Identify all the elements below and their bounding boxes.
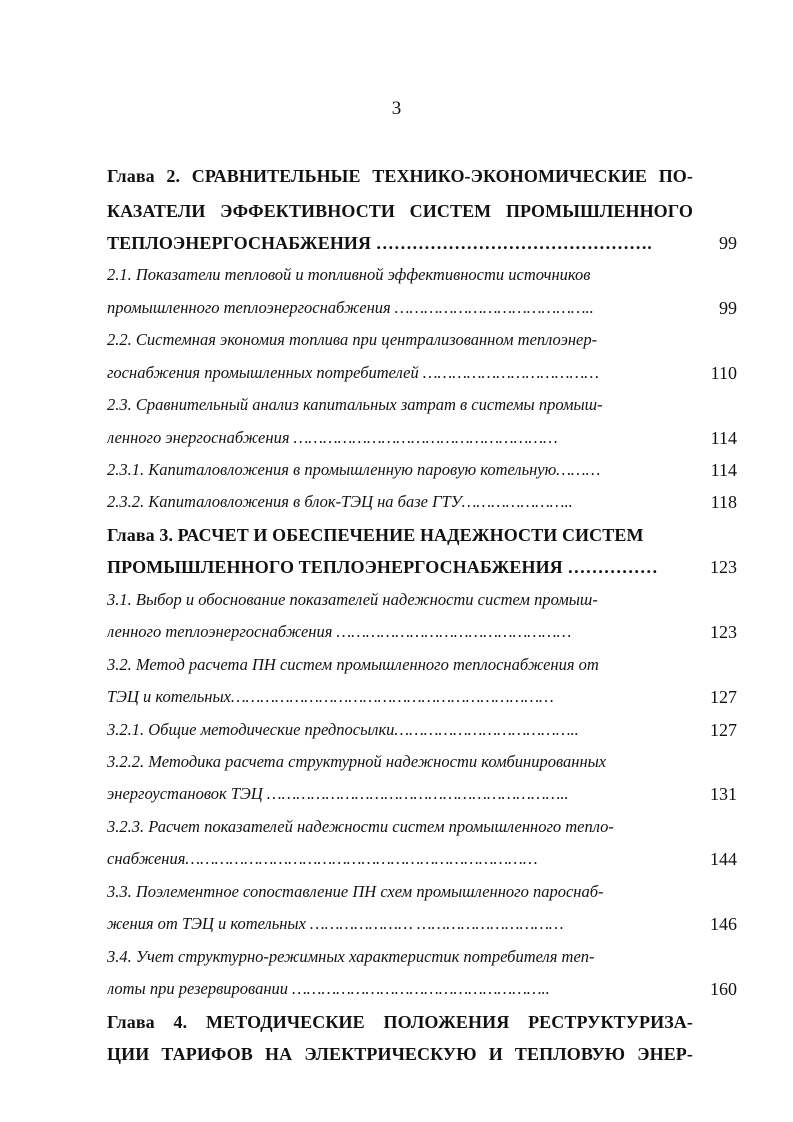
toc-page-number: 110	[710, 363, 737, 383]
toc-chapter-line	[0, 1038, 793, 1070]
toc-section-line	[0, 584, 793, 616]
toc-section-line	[0, 292, 793, 324]
toc-line-text: Глава 4. МЕТОДИЧЕСКИЕ ПОЛОЖЕНИЯ РЕСТРУКТУРИЗА-	[107, 1012, 693, 1032]
toc-line-text: Глава 2. СРАВНИТЕЛЬНЫЕ ТЕХНИКО-ЭКОНОМИЧЕСКИЕ ПО-	[107, 166, 693, 186]
toc-line-text: 2.1. Показатели тепловой и топливной эффективности источников	[107, 265, 591, 284]
toc-page-number: 127	[710, 687, 737, 707]
toc-section-line	[0, 389, 793, 421]
toc-page-number: 144	[710, 849, 737, 869]
toc-line-text: 3.2.1. Общие методические предпосылки………………………………..	[107, 720, 579, 739]
toc-page-number: 131	[710, 784, 737, 804]
toc-page-number: 114	[710, 460, 737, 480]
toc-line-text: энергоустановок ТЭЦ ……………………………………………………..	[107, 784, 569, 803]
toc-page-number: 99	[719, 298, 737, 318]
toc-section-line	[0, 454, 793, 486]
toc-line-text: 2.3.1. Капиталовложения в промышленную паровую котельную………	[107, 460, 601, 479]
toc-line-text: ТЕПЛОЭНЕРГОСНАБЖЕНИЯ ……………………………………….	[107, 233, 652, 253]
toc-chapter-line	[0, 227, 793, 259]
toc-line-text: ТЭЦ и котельных…………………………………………………………	[107, 687, 554, 706]
toc-chapter-line	[0, 1006, 793, 1038]
toc-line-text: снабжения………………………………………………………………	[107, 849, 538, 868]
toc-line-text: 3.2. Метод расчета ПН систем промышленного теплоснабжения от	[107, 655, 599, 674]
toc-page-number: 160	[710, 979, 737, 999]
toc-page-number: 123	[710, 557, 737, 577]
toc-section-line	[0, 778, 793, 810]
toc-line-text: ленного энергоснабжения ………………………………………………	[107, 428, 558, 447]
toc-line-text: ленного теплоэнергоснабжения …………………………………………	[107, 622, 572, 641]
toc-line-text: жения от ТЭЦ и котельных ………………… …………………………	[107, 914, 564, 933]
toc-line-text: 3.2.3. Расчет показателей надежности систем промышленного тепло-	[107, 817, 614, 836]
toc-line-text: ПРОМЫШЛЕННОГО ТЕПЛОЭНЕРГОСНАБЖЕНИЯ ……………	[107, 557, 658, 577]
toc-section-line	[0, 259, 793, 291]
toc-line-text: госнабжения промышленных потребителей ………………………………	[107, 363, 599, 382]
toc-section-line	[0, 941, 793, 973]
toc-page-number: 127	[710, 720, 737, 740]
toc-section-line	[0, 973, 793, 1005]
toc-chapter-line	[0, 519, 793, 551]
toc-line-text: Глава 3. РАСЧЕТ И ОБЕСПЕЧЕНИЕ НАДЕЖНОСТИ СИСТЕМ	[107, 525, 644, 545]
toc-section-line	[0, 486, 793, 518]
toc-chapter-line	[0, 160, 793, 192]
toc-chapter-line	[0, 195, 793, 227]
toc-section-line	[0, 908, 793, 940]
toc-line-text: 3.3. Поэлементное сопоставление ПН схем промышленного пароснаб-	[107, 882, 604, 901]
toc-section-line	[0, 746, 793, 778]
toc-section-line	[0, 681, 793, 713]
toc-section-line	[0, 649, 793, 681]
toc-line-text: 3.1. Выбор и обоснование показателей надежности систем промыш-	[107, 590, 598, 609]
toc-section-line	[0, 843, 793, 875]
toc-line-text: 2.3. Сравнительный анализ капитальных затрат в системы промыш-	[107, 395, 603, 414]
toc-line-text: 3.4. Учет структурно-режимных характеристик потребителя теп-	[107, 947, 595, 966]
toc-page-number: 114	[710, 428, 737, 448]
toc-section-line	[0, 357, 793, 389]
toc-line-text: 2.3.2. Капиталовложения в блок-ТЭЦ на базе ГТУ…………………..	[107, 492, 573, 511]
toc-chapter-line	[0, 551, 793, 583]
toc-page-number: 123	[710, 622, 737, 642]
toc-section-line	[0, 324, 793, 356]
toc-line-text: 3.2.2. Методика расчета структурной надежности комбинированных	[107, 752, 607, 771]
toc-line-text: промышленного теплоэнергоснабжения …………………………………..	[107, 298, 594, 317]
toc-page-number: 118	[710, 492, 737, 512]
toc-section-line	[0, 876, 793, 908]
toc-line-text: ЦИИ ТАРИФОВ НА ЭЛЕКТРИЧЕСКУЮ И ТЕПЛОВУЮ ЭНЕР-	[107, 1044, 693, 1064]
toc-section-line	[0, 714, 793, 746]
toc-line-text: 2.2. Системная экономия топлива при централизованном теплоэнер-	[107, 330, 598, 349]
toc-line-text: лоты при резервировании ……………………………………………..	[107, 979, 550, 998]
toc-section-line	[0, 616, 793, 648]
toc-page-number: 99	[719, 233, 737, 253]
toc-page-number: 146	[710, 914, 737, 934]
toc-section-line	[0, 422, 793, 454]
toc-line-text: КАЗАТЕЛИ ЭФФЕКТИВНОСТИ СИСТЕМ ПРОМЫШЛЕННОГО	[107, 201, 693, 221]
toc-section-line	[0, 811, 793, 843]
page-number: 3	[391, 98, 402, 119]
